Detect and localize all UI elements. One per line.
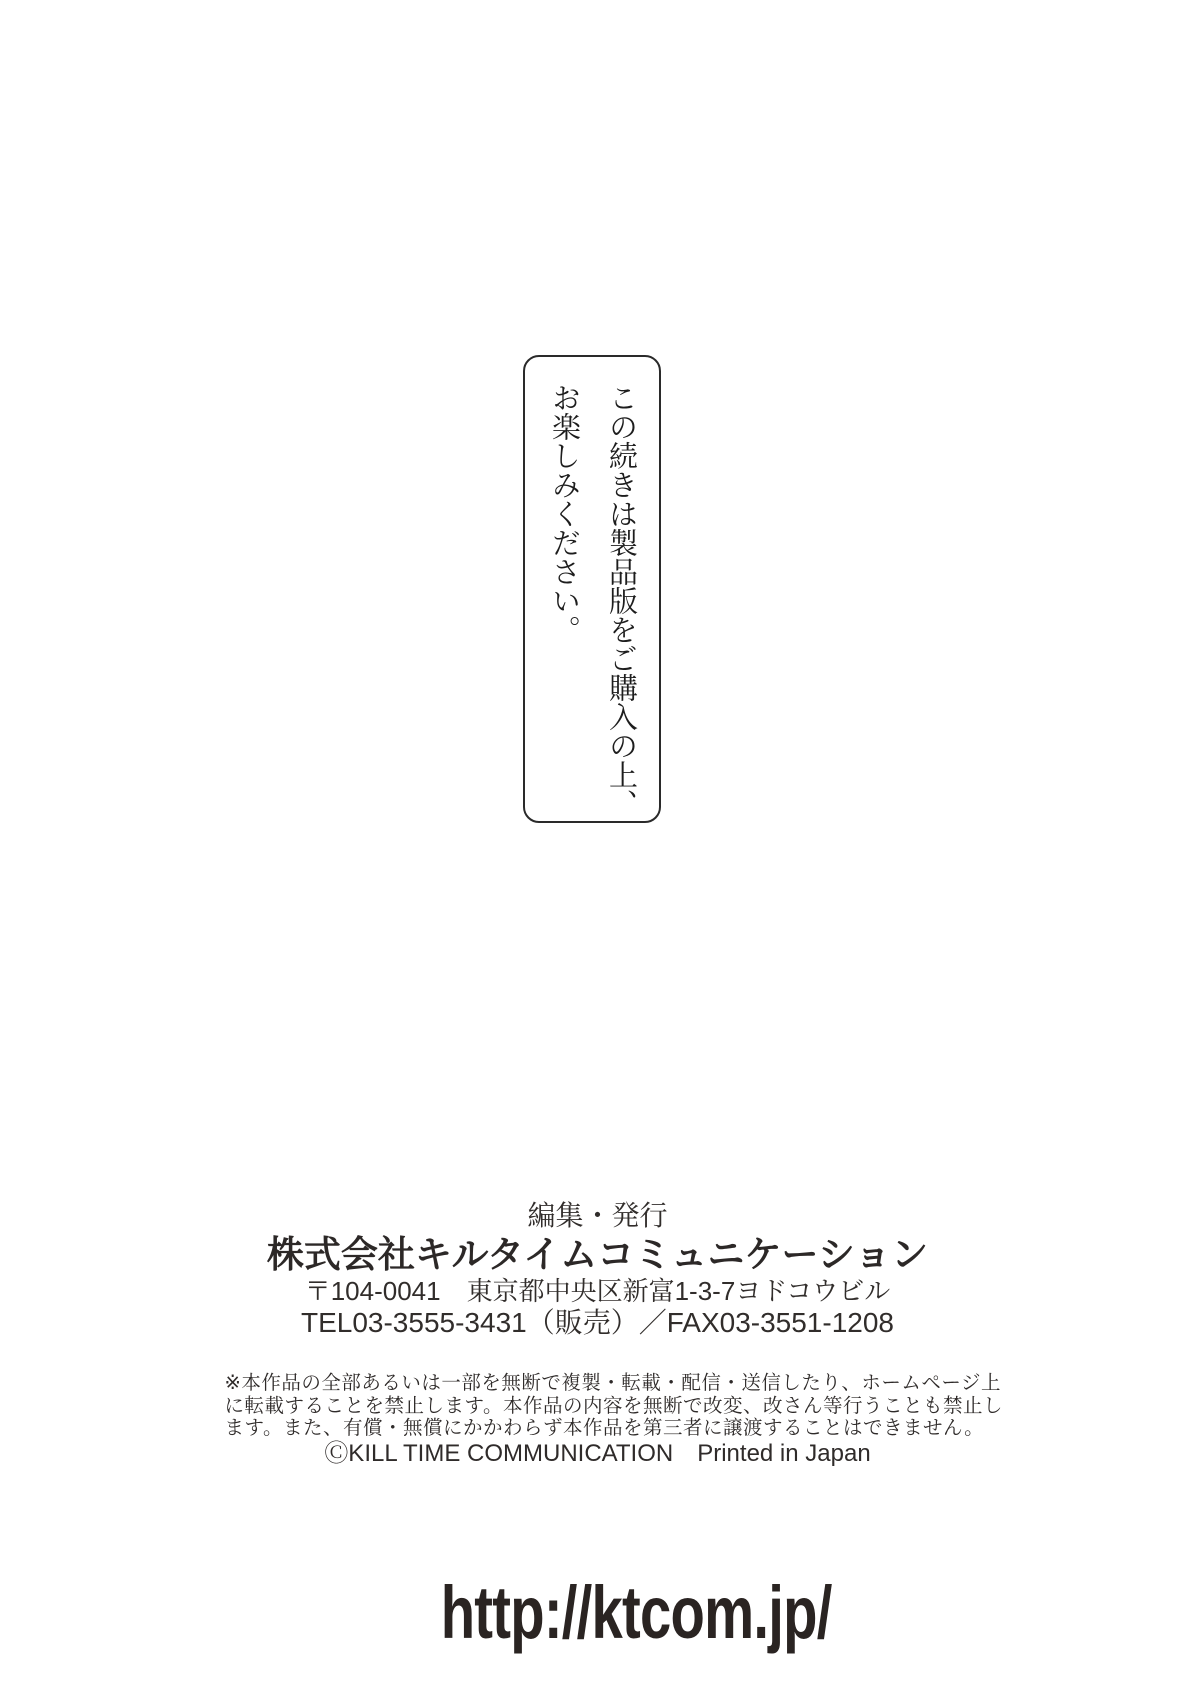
notice-line-1: この続きは製品版をご購入の上、 — [605, 383, 637, 818]
continuation-notice-box — [523, 355, 661, 823]
publisher-tel-fax: TEL03-3555-3431（販売）／FAX03-3551-1208 — [300, 1307, 894, 1338]
publisher-name: 株式会社キルタイムコミュニケーション — [266, 1234, 929, 1275]
notice-line-2: お楽しみください。 — [548, 383, 580, 644]
disclaimer-line-2: に転載することを禁止します。本作品の内容を無断で改変、改さん等行うことも禁止し — [224, 1394, 1003, 1417]
publisher-address: 〒104-0041 東京都中央区新富1-3-7ヨドコウビル — [304, 1276, 891, 1306]
publisher-website-url — [0, 1502, 1195, 1687]
disclaimer-line-1: ※本作品の全部あるいは一部を無断で複製・転載・配信・送信したり、ホームページ上 — [224, 1372, 1001, 1394]
editor-publisher-heading: 編集・発行 — [527, 1200, 668, 1231]
copyright-notice: ⒸKILL TIME COMMUNICATION Printed in Japan — [324, 1440, 871, 1467]
disclaimer-line-3: ます。また、有償・無償にかかわらず本作品を第三者に譲渡することはできません。 — [224, 1417, 985, 1439]
continuation-notice-text — [525, 357, 659, 821]
copyright-disclaimer — [224, 1372, 1003, 1440]
publisher-website-url-text: http://ktcom.jp/ — [441, 1571, 833, 1654]
